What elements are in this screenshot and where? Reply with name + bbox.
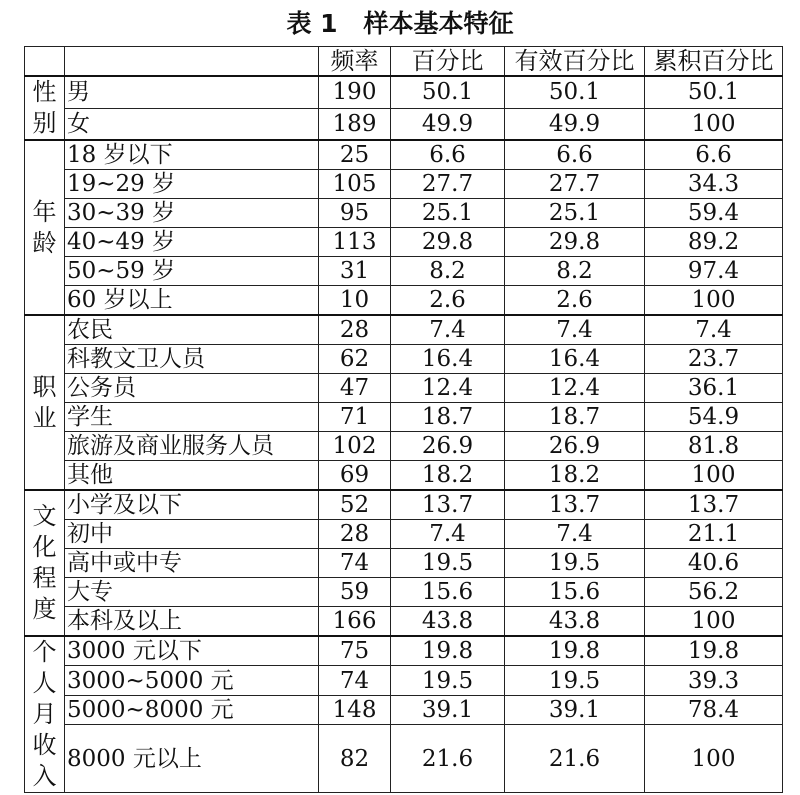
table-row bbox=[25, 286, 783, 316]
percent-cell: 25.1 bbox=[391, 199, 505, 228]
percent-cell: 13.7 bbox=[391, 490, 505, 520]
cumulative-percent-cell: 50.1 bbox=[645, 76, 783, 108]
header-row bbox=[25, 47, 783, 77]
category-char: 化 bbox=[32, 533, 57, 561]
table-row bbox=[25, 76, 783, 108]
item-cell: 18 岁以下 bbox=[65, 140, 319, 170]
header-cell-frequency: 频率 bbox=[319, 47, 391, 77]
item-cell: 3000 元以下 bbox=[65, 636, 319, 666]
percent-cell: 8.2 bbox=[391, 257, 505, 286]
item-cell: 40~49 岁 bbox=[65, 228, 319, 257]
cumulative-percent-cell: 100 bbox=[645, 607, 783, 637]
frequency-cell: 190 bbox=[319, 76, 391, 108]
percent-cell: 6.6 bbox=[391, 140, 505, 170]
valid-percent-cell: 19.8 bbox=[505, 636, 645, 666]
percent-cell: 19.5 bbox=[391, 549, 505, 578]
category-char: 程 bbox=[32, 564, 57, 592]
item-cell: 初中 bbox=[65, 520, 319, 549]
valid-percent-cell: 27.7 bbox=[505, 170, 645, 199]
table-row bbox=[25, 725, 783, 793]
cumulative-percent-cell: 56.2 bbox=[645, 578, 783, 607]
cumulative-percent-cell: 81.8 bbox=[645, 432, 783, 461]
frequency-cell: 113 bbox=[319, 228, 391, 257]
valid-percent-cell: 49.9 bbox=[505, 108, 645, 140]
item-cell: 高中或中专 bbox=[65, 549, 319, 578]
category-char: 业 bbox=[32, 403, 57, 432]
category-char: 人 bbox=[32, 669, 57, 697]
cumulative-percent-cell: 100 bbox=[645, 725, 783, 793]
frequency-cell: 74 bbox=[319, 666, 391, 695]
valid-percent-cell: 6.6 bbox=[505, 140, 645, 170]
cumulative-percent-cell: 19.8 bbox=[645, 636, 783, 666]
percent-cell: 12.4 bbox=[391, 374, 505, 403]
percent-cell: 2.6 bbox=[391, 286, 505, 316]
cumulative-percent-cell: 100 bbox=[645, 108, 783, 140]
percent-cell: 39.1 bbox=[391, 695, 505, 724]
valid-percent-cell: 25.1 bbox=[505, 199, 645, 228]
table-number: 表 1 bbox=[286, 9, 338, 38]
percent-cell: 29.8 bbox=[391, 228, 505, 257]
frequency-cell: 95 bbox=[319, 199, 391, 228]
cumulative-percent-cell: 100 bbox=[645, 286, 783, 316]
item-cell: 女 bbox=[65, 108, 319, 140]
percent-cell: 49.9 bbox=[391, 108, 505, 140]
valid-percent-cell: 39.1 bbox=[505, 695, 645, 724]
table-row bbox=[25, 636, 783, 666]
category-char: 月 bbox=[32, 700, 57, 728]
item-cell: 其他 bbox=[65, 461, 319, 491]
category-char: 职 bbox=[32, 372, 57, 401]
percent-cell: 27.7 bbox=[391, 170, 505, 199]
percent-cell: 19.5 bbox=[391, 666, 505, 695]
cumulative-percent-cell: 59.4 bbox=[645, 199, 783, 228]
cumulative-percent-cell: 7.4 bbox=[645, 315, 783, 345]
table-row bbox=[25, 549, 783, 578]
frequency-cell: 69 bbox=[319, 461, 391, 491]
frequency-cell: 105 bbox=[319, 170, 391, 199]
item-cell: 农民 bbox=[65, 315, 319, 345]
category-char: 文 bbox=[32, 502, 57, 530]
table-row bbox=[25, 403, 783, 432]
table-row bbox=[25, 315, 783, 345]
cumulative-percent-cell: 21.1 bbox=[645, 520, 783, 549]
header-cell-category bbox=[25, 47, 65, 77]
table-row bbox=[25, 199, 783, 228]
table-body bbox=[25, 76, 783, 793]
sample-characteristics-table bbox=[24, 46, 783, 793]
item-cell: 小学及以下 bbox=[65, 490, 319, 520]
table-caption: 样本基本特征 bbox=[363, 9, 514, 38]
table-row bbox=[25, 461, 783, 491]
valid-percent-cell: 19.5 bbox=[505, 549, 645, 578]
frequency-cell: 148 bbox=[319, 695, 391, 724]
item-cell: 旅游及商业服务人员 bbox=[65, 432, 319, 461]
header-cell-valid-percent: 有效百分比 bbox=[505, 47, 645, 77]
frequency-cell: 189 bbox=[319, 108, 391, 140]
item-cell: 男 bbox=[65, 76, 319, 108]
cumulative-percent-cell: 100 bbox=[645, 461, 783, 491]
table-row bbox=[25, 374, 783, 403]
item-cell: 19~29 岁 bbox=[65, 170, 319, 199]
frequency-cell: 166 bbox=[319, 607, 391, 637]
item-cell: 学生 bbox=[65, 403, 319, 432]
frequency-cell: 10 bbox=[319, 286, 391, 316]
category-char: 龄 bbox=[32, 228, 57, 257]
percent-cell: 15.6 bbox=[391, 578, 505, 607]
percent-cell: 18.7 bbox=[391, 403, 505, 432]
item-cell: 50~59 岁 bbox=[65, 257, 319, 286]
percent-cell: 16.4 bbox=[391, 345, 505, 374]
item-cell: 5000~8000 元 bbox=[65, 695, 319, 724]
valid-percent-cell: 18.7 bbox=[505, 403, 645, 432]
valid-percent-cell: 50.1 bbox=[505, 76, 645, 108]
percent-cell: 19.8 bbox=[391, 636, 505, 666]
frequency-cell: 71 bbox=[319, 403, 391, 432]
frequency-cell: 25 bbox=[319, 140, 391, 170]
table-row bbox=[25, 432, 783, 461]
valid-percent-cell: 26.9 bbox=[505, 432, 645, 461]
table-row bbox=[25, 695, 783, 724]
frequency-cell: 59 bbox=[319, 578, 391, 607]
frequency-cell: 52 bbox=[319, 490, 391, 520]
frequency-cell: 75 bbox=[319, 636, 391, 666]
frequency-cell: 82 bbox=[319, 725, 391, 793]
header-cell-cumulative-percent: 累积百分比 bbox=[645, 47, 783, 77]
frequency-cell: 28 bbox=[319, 315, 391, 345]
frequency-cell: 74 bbox=[319, 549, 391, 578]
valid-percent-cell: 29.8 bbox=[505, 228, 645, 257]
item-cell: 科教文卫人员 bbox=[65, 345, 319, 374]
table-row bbox=[25, 345, 783, 374]
category-char: 别 bbox=[32, 109, 57, 137]
table-row bbox=[25, 140, 783, 170]
item-cell: 公务员 bbox=[65, 374, 319, 403]
cumulative-percent-cell: 54.9 bbox=[645, 403, 783, 432]
valid-percent-cell: 16.4 bbox=[505, 345, 645, 374]
frequency-cell: 62 bbox=[319, 345, 391, 374]
category-cell bbox=[25, 315, 65, 490]
table-row bbox=[25, 666, 783, 695]
cumulative-percent-cell: 78.4 bbox=[645, 695, 783, 724]
category-char: 度 bbox=[32, 595, 57, 623]
item-cell: 3000~5000 元 bbox=[65, 666, 319, 695]
header-cell-percent: 百分比 bbox=[391, 47, 505, 77]
table-row bbox=[25, 520, 783, 549]
cumulative-percent-cell: 23.7 bbox=[645, 345, 783, 374]
percent-cell: 18.2 bbox=[391, 461, 505, 491]
item-cell: 本科及以上 bbox=[65, 607, 319, 637]
category-cell bbox=[25, 140, 65, 315]
cumulative-percent-cell: 89.2 bbox=[645, 228, 783, 257]
header-cell-item bbox=[65, 47, 319, 77]
percent-cell: 7.4 bbox=[391, 520, 505, 549]
table-row bbox=[25, 170, 783, 199]
percent-cell: 50.1 bbox=[391, 76, 505, 108]
cumulative-percent-cell: 6.6 bbox=[645, 140, 783, 170]
item-cell: 大专 bbox=[65, 578, 319, 607]
frequency-cell: 28 bbox=[319, 520, 391, 549]
valid-percent-cell: 7.4 bbox=[505, 520, 645, 549]
frequency-cell: 31 bbox=[319, 257, 391, 286]
valid-percent-cell: 21.6 bbox=[505, 725, 645, 793]
cumulative-percent-cell: 36.1 bbox=[645, 374, 783, 403]
category-cell bbox=[25, 636, 65, 793]
category-cell bbox=[25, 76, 65, 140]
table-row bbox=[25, 228, 783, 257]
percent-cell: 21.6 bbox=[391, 725, 505, 793]
valid-percent-cell: 13.7 bbox=[505, 490, 645, 520]
table-row bbox=[25, 490, 783, 520]
category-char: 性 bbox=[32, 78, 57, 106]
category-char: 个 bbox=[32, 638, 57, 666]
percent-cell: 43.8 bbox=[391, 607, 505, 637]
table-row bbox=[25, 108, 783, 140]
valid-percent-cell: 19.5 bbox=[505, 666, 645, 695]
item-cell: 60 岁以上 bbox=[65, 286, 319, 316]
item-cell: 30~39 岁 bbox=[65, 199, 319, 228]
frequency-cell: 102 bbox=[319, 432, 391, 461]
valid-percent-cell: 7.4 bbox=[505, 315, 645, 345]
item-cell: 8000 元以上 bbox=[65, 725, 319, 793]
cumulative-percent-cell: 13.7 bbox=[645, 490, 783, 520]
percent-cell: 7.4 bbox=[391, 315, 505, 345]
valid-percent-cell: 15.6 bbox=[505, 578, 645, 607]
category-char: 收 bbox=[32, 731, 57, 759]
category-cell bbox=[25, 490, 65, 636]
valid-percent-cell: 2.6 bbox=[505, 286, 645, 316]
cumulative-percent-cell: 39.3 bbox=[645, 666, 783, 695]
category-char: 年 bbox=[32, 197, 57, 226]
valid-percent-cell: 43.8 bbox=[505, 607, 645, 637]
cumulative-percent-cell: 34.3 bbox=[645, 170, 783, 199]
table-title bbox=[0, 4, 800, 44]
category-char: 入 bbox=[32, 762, 57, 790]
table-row bbox=[25, 578, 783, 607]
percent-cell: 26.9 bbox=[391, 432, 505, 461]
table-row bbox=[25, 607, 783, 637]
table-row bbox=[25, 257, 783, 286]
valid-percent-cell: 18.2 bbox=[505, 461, 645, 491]
cumulative-percent-cell: 40.6 bbox=[645, 549, 783, 578]
valid-percent-cell: 8.2 bbox=[505, 257, 645, 286]
cumulative-percent-cell: 97.4 bbox=[645, 257, 783, 286]
frequency-cell: 47 bbox=[319, 374, 391, 403]
valid-percent-cell: 12.4 bbox=[505, 374, 645, 403]
